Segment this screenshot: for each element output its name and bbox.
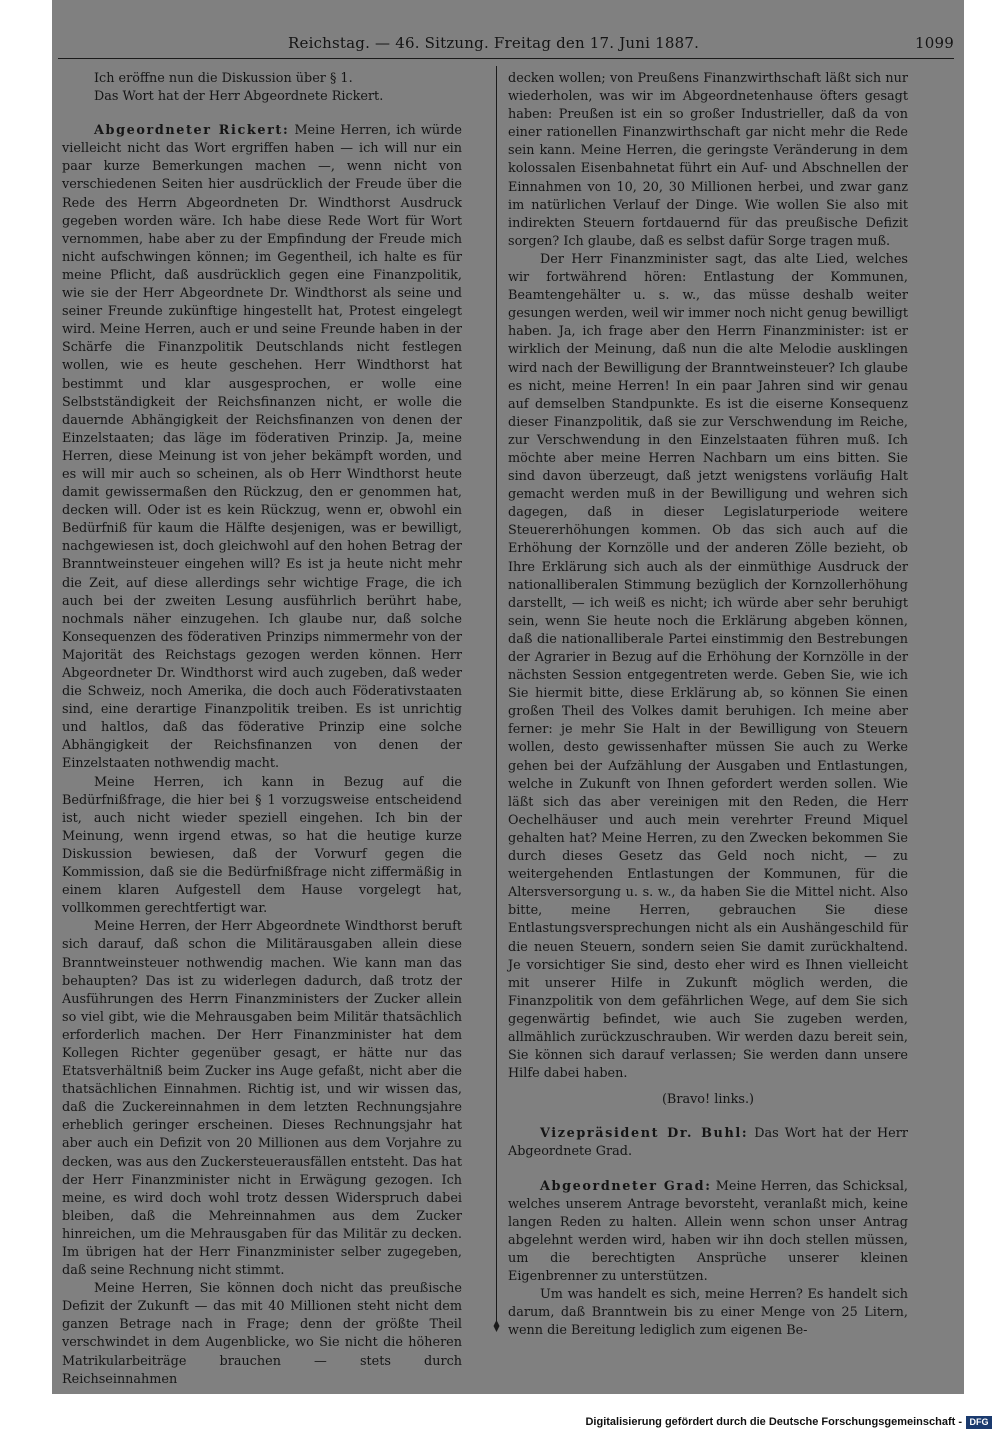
paragraph: Das Wort hat der Herr Abgeordnete Rickert. bbox=[94, 89, 384, 105]
left-column bbox=[62, 70, 462, 1389]
header-rule bbox=[58, 58, 954, 59]
right-column bbox=[508, 70, 908, 1340]
paragraph: Der Herr Finanzminister sagt, das alte Lied, welches wir fortwährend hören: Entlastung der Kommunen, Beamtengehälter u. s. w., das müsse deshalb weiter gesungen werden, weil wir immer noch nicht genug bewilligt haben. Ja, ich frage aber den Herrn Finanzminister: ist er wirklich der Meinung, daß nun die alte Melodie ausklingen wird nach der Bewilligung der Branntweinsteuer? Ich glaube es nicht, meine Herren! In ein paar Jahren sind wir genau auf demselben Standpunkte. Es ist die eiserne Konsequenz dieser Finanzpolitik, daß sie zur Verschwendung im Reiche, zur Verschwendung in den Einzelstaaten führen muß. Ich möchte aber meine Herren Nachbarn um eins bitten. Sie sind davon überzeugt, daß jetzt wenigstens vorläufig Halt gemacht werden muß in der Bewilligung und wehren sich dagegen, daß in dieser Legislaturperiode weitere Steuererhöhungen kommen. Ob das sich auch auf die Erhöhung der Kornzölle und der anderen Zölle bezieht, ob Ihre Erklärung sich auch als der einmüthige Ausdruck der nationalliberalen Stimmung bezüglich der Kornzollerhöhung darstellt, — ich weiß es nicht; ich würde aber sehr beruhigt sein, wenn Sie heute noch die Erklärung abgeben können, daß die nationalliberale Partei einstimmig den Bestrebungen der Agrarier in Bezug auf die Erhöhung der Kornzölle in der nächsten Session entgegentreten werde. Geben Sie, wie ich Sie hiermit bitte, diese Erklärung ab, so können Sie einen großen Theil des Volkes damit beruhigen. Ich meine aber ferner: je mehr Sie Halt in der Bewilligung von Steuern wollen, desto gewissenhafter müssen Sie auch zu Werke gehen bei der Aufzählung der Ausgaben und Entlastungen, welche in Zukunft von Ihnen gefordert werden sollen. Wie läßt sich das aber vereinigen mit den Reden, die Herr Oechelhäuser und auch mein verehrter Freund Miquel gehalten hat? Meine Herren, zu den Zwecken bekommen Sie durch dieses Gesetz das Geld noch nicht, — zu weitergehenden Entlastungen der Kommunen, für die Altersversorgung u. s. w., da haben Sie die Mittel nicht. Also bitte, meine Herren, gebrauchen Sie diese Entlastungsversprechungen nicht als ein Aushängeschild für die neuen Steuern, sondern seien Sie damit zurückhaltend. Je vorsichtiger Sie sind, desto eher wird es Ihnen vielleicht mit unserer Hilfe in Zukunft möglich werden, die Finanzpolitik von dem gefährlichen Wege, auf dem Sie sich gegenwärtig befindet, wie auch Sie zugeben werden, allmählich zurückzuschrauben. Wir werden dazu bereit sein, Sie können sich darauf verlassen; Sie werden dann unsere Hilfe dabei haben. bbox=[508, 251, 908, 1082]
speaker-name: Abgeordneter Grad: bbox=[540, 1178, 712, 1194]
speech-buhl bbox=[508, 1125, 908, 1161]
page-header bbox=[58, 34, 954, 56]
page-number: 1099 bbox=[915, 34, 954, 52]
paragraph: Meine Herren, ich kann in Bezug auf die Bedürfnißfrage, die hier bei § 1 vorzugsweise entscheidend ist, auch nicht wieder speziell eingehen. Ich bin der Meinung, wenn irgend etwas, so hat die heutige kurze Diskussion bewiesen, daß der Vorwurf gegen die Kommission, daß sie die Bedürfnißfrage nicht ziffermäßig in einem klaren Aufgestell dem Hause vorgelegt hat, vollkommen gerechtfertigt war. bbox=[62, 774, 462, 917]
speaker-name: Vizepräsident Dr. Buhl: bbox=[540, 1126, 749, 1142]
paragraph: Meine Herren, Sie können doch nicht das preußische Defizit der Zukunft — das mit 40 Millionen steht nicht dem ganzen Betrage nach in Frage; denn der größte Theil verschwindet in dem Augenblicke, wo Sie nicht die höheren Matrikularbeiträge brauchen — stets durch Reichseinnahmen bbox=[62, 1281, 462, 1387]
divider-ornament bbox=[493, 1320, 500, 1332]
header-title: Reichstag. — 46. Sitzung. Freitag den 17. Juni 1887. bbox=[288, 34, 700, 52]
paragraph: Ich eröffne nun die Diskussion über § 1. bbox=[94, 71, 353, 86]
speech-text: Meine Herren, das Schicksal, welches unserem Antrage bevorsteht, veranlaßt mich, keine langen Reden zu halten. Allein wenn schon unser Antrag abgelehnt werden wird, haben wir ihn doch stellen müssen, um die berechtigten Ansprüche unserer kleinen Eigenbrenner zu unterstützen. bbox=[508, 1178, 908, 1284]
speech-rickert bbox=[62, 122, 462, 773]
paragraph: decken wollen; von Preußens Finanzwirthschaft läßt sich nur wiederholen, was wir im Abgeordnetenhause öfters gesagt haben: Preußen ist ein so großer Industrieller, daß da von einer rationellen Finanzwirthschaft gar nicht mehr die Rede sein kann. Meine Herren, die geringste Veränderung in dem kolossalen Eisenbahnetat führt ein Auf- und Abschnellen der Einnahmen von 10, 20, 30 Millionen herbei, und zwar ganz im natürlichen Verlauf der Dinge. Wie wollen Sie also mit indirekten Steuern fortdauernd für das preußische Defizit sorgen? Ich glaube, daß es selbst dafür Sorge tragen muß. bbox=[508, 71, 908, 249]
paragraph: Meine Herren, der Herr Abgeordnete Windthorst beruft sich darauf, daß schon die Militärausgaben allein diese Branntweinsteuer nothwendig machen. Wie kann man das behaupten? Das ist zu widerlegen dadurch, daß trotz der Ausführungen des Herrn Finanzministers der Zucker allein so viel gibt, wie die Mehrausgaben beim Militär thatsächlich erforderlich machen. Der Herr Finanzminister hat dem Kollegen Richter gegenüber gesagt, er hätte nur das Etatsverhältniß beim Zucker ins Auge gefaßt, nicht aber die thatsächlichen Einnahmen. Richtig ist, und wir wissen das, daß die Zuckereinnahmen in dem letzten Rechnungsjahre erheblich geringer erscheinen. Dieses Rechnungsjahr hat aber auch ein Defizit von 20 Millionen aus dem Vorjahre zu decken, was aus den Zuckersteuerausfällen entsteht. Das hat der Herr Finanzminister nicht in Erwägung gezogen. Ich meine, es wird doch wohl trotz dessen Widerspruch dabei bleiben, daß die Mehreinnahmen aus dem Zucker hinreichen, um die Mehrausgaben für das Militär zu decken. Im übrigen hat der Herr Finanzminister selber zugegeben, daß seine Rechnung nicht stimmt. bbox=[62, 919, 462, 1279]
speech-text: Meine Herren, ich würde vielleicht nicht das Wort ergriffen haben — ich will nur ein paar kurze Bemerkungen machen —, wenn nicht von verschiedenen Seiten hier ausdrücklich der Freude über die Rede des Herrn Abgeordneten Dr. Windthorst Ausdruck gegeben worden wäre. Ich habe diese Rede Wort für Wort vernommen, habe aber zu der Empfindung der Freude mich nicht aufschwingen können; im Gegentheil, ich halte es für meine Pflicht, daß ausdrücklich gegen eine Finanzpolitik, wie sie der Herr Abgeordnete Dr. Windthorst als seine und seiner Freunde zukünftige hingestellt hat, Protest eingelegt wird. Meine Herren, auch er und seine Freunde haben in der Schärfe die Finanzpolitik Deutschlands nicht festlegen wollen, wie es heute geschehen. Herr Windthorst hat bestimmt und klar ausgesprochen, er wolle eine Selbstständigkeit der Reichsfinanzen nicht, er wolle die dauernde Abhängigkeit der Reichsfinanzen von denen der Einzelstaaten; das läge im föderativen Prinzip. Ja, meine Herren, diese Meinung ist von jeher bekämpft worden, und es will mir auch so scheinen, als ob Herr Windthorst heute damit gewissermaßen den Rückzug, den er genommen hat, decken will. Oder ist es kein Rückzug, wenn er, obwohl ein Bedürfniß für kaum die Hälfte desjenigen, was er bewilligt, nachgewiesen ist, doch gleichwohl auf den hohen Betrag der Branntweinsteuer eingehen will? Es ist ja heute nicht mehr die Zeit, auf diese allerdings sehr wichtige Frage, die ich auch bei der zweiten Lesung ausführlich berührt habe, nochmals näher einzugehen. Ich glaube nur, daß solche Konsequenzen des föderativen Prinzips nimmermehr von der Majorität des Reichstags gezogen werden können. Herr Abgeordneter Dr. Windthorst wird auch zugeben, daß weder die Schweiz, noch Amerika, die doch auch Föderativstaaten sind, eine derartige Finanzpolitik treiben. Es ist unrichtig und haltlos, daß das föderative Prinzip eine solche Abhängigkeit der Reichsfinanzen von denen der Einzelstaaten nothwendig macht. bbox=[62, 123, 462, 772]
column-divider bbox=[496, 66, 497, 1324]
scanned-page bbox=[52, 0, 964, 1394]
speech-text: Das Wort hat der Herr Abgeordnete Grad. bbox=[508, 1126, 908, 1160]
paragraph: Um was handelt es sich, meine Herren? Es handelt sich darum, daß Branntwein bis zu einer Menge von 25 Litern, wenn die Bereitung lediglich zum eigenen Be- bbox=[508, 1287, 908, 1339]
dfg-logo: DFG bbox=[966, 1416, 992, 1429]
speaker-name: Abgeordneter Rickert: bbox=[94, 123, 290, 139]
applause-note: (Bravo! links.) bbox=[661, 1092, 755, 1108]
speech-grad bbox=[508, 1178, 908, 1287]
funding-note: Digitalisierung gefördert durch die Deutsche Forschungsgemeinschaft - bbox=[585, 1416, 962, 1428]
footer-bar bbox=[0, 1414, 1000, 1432]
